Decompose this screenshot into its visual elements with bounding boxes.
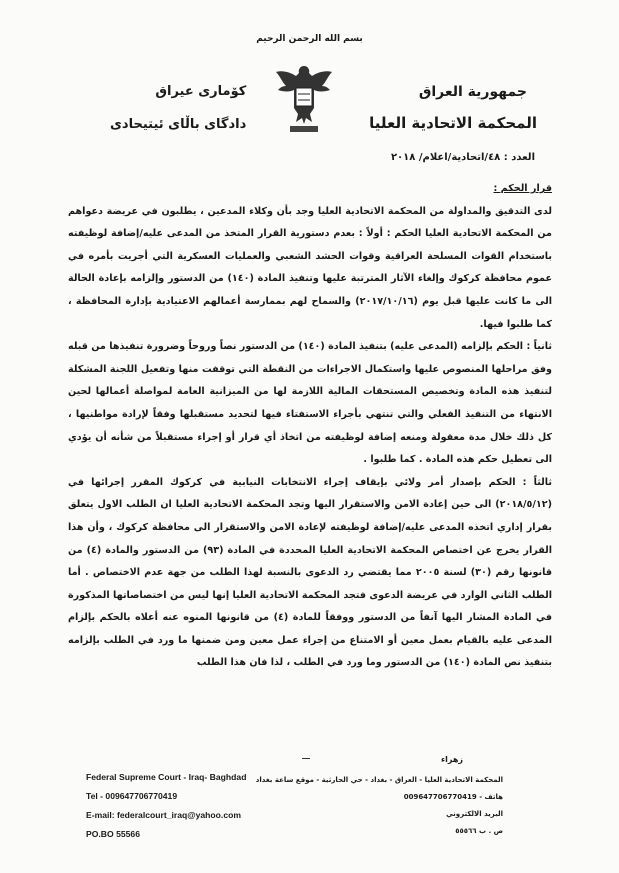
- signature-name: زهراء: [441, 755, 463, 764]
- document-number: العدد : ٤٨/اتحادية/اعلام/ ٢٠١٨: [390, 152, 535, 163]
- footer-address-ar: المحكمة الاتحادية العليا - العراق - بغداد - حي الحارثية - موقع ساعة بغداد: [255, 776, 503, 784]
- court-name-kurdish: دادگای باڵای ئیتیحادی: [110, 117, 247, 132]
- footer-po-box: PO.BO 55566: [86, 829, 140, 839]
- footer-phone-ar: هاتف - 009647706770419: [403, 793, 503, 801]
- header-left: [110, 84, 246, 132]
- paragraph-second: ثانياً : الحكم بإلزامه (المدعى عليه) بتنفيذ المادة (١٤٠) من الدستور نصاً وروحاً وضرورة تنفيذها من قبله وفق مراحلها المنصوص عليها واستكمال الاجراءات من النقطة التي توقفت منها وتفعيل اللجنة المشكلة لتنفيذ هذه المادة وتخصيص المستحقات المالية اللازمة لها من الميزانية العامة لمواصلة أعمالها لحين الانتهاء من التنفيذ الفعلي والتي تنتهي بأجراء الاستفتاء فيها لتحديد مستقبلها وفقاً لإرادة مواطنيها ، كل ذلك خلال مدة معقولة ومنعه إضافة لوظيفته من اتخاذ أي قرار أو إجراء مستقبلاً من شأنه أن يؤدي الى تعطيل حكم هذه المادة . كما طلبوا .: [68, 341, 552, 466]
- judgment-body: [68, 178, 552, 675]
- footer-court-name: Federal Supreme Court - Iraq- Baghdad: [86, 772, 247, 782]
- header-right: [369, 84, 537, 132]
- paragraph-third: ثالثاً : الحكم بإصدار أمر ولائي بإيقاف إجراء الانتخابات النيابية في كركوك المقرر إجرائها في (٢٠١٨/٥/١٢) الى حين إعادة الامن والاستقرار اليها وتجد المحكمة الاتحادية العليا ان الطلب الاول يتعلق بقرار إداري اتخذه المدعى عليه/إضافة لوظيفته لإعادة الامن والاستقرار الى محافظة كركوك ، وأن هذا القرار يخرج عن اختصاص المحكمة الاتحادية العليا المحددة في المادة (٩٣) من الدستور والمادة (٤) من قانونها رقم (٣٠) لسنة ٢٠٠٥ مما يقتضي رد الدعوى بالنسبة لهذا الطلب من جهة عدم الاختصاص . أما الطلب الثاني الوارد في عريضة الدعوى فتجد المحكمة الاتحادية العليا إنها ليس من اختصاصاتها المذكورة في المادة المشار اليها آنفاً من الدستور ووفقاً للمادة (٤) من قانونها المنوه عنه أعلاه بالحكم بإلزام المدعى عليه بالقيام بعمل معين أو الامتناع من إجراء عمل معين ومن ضمنها ما ورد في الطلب بإلزامه بتنفيذ نص المادة (١٤٠) من الدستور وما ورد في الطلب ، لذا فان هذا الطلب: [68, 476, 552, 669]
- footer-po-box-ar: ص . ب ٥٥٥٦٦: [455, 827, 503, 835]
- paragraph-first: لدى التدقيق والمداولة من المحكمة الاتحادية العليا وجد بأن وكلاء المدعين ، يطلبون في عريضة دعواهم من المحكمة الاتحادية العليا الحكم : أولاً : بعدم دستورية القرار المتخذ من المدعى عليه/إضافة لوظيفته باستخدام القوات المسلحة العراقية وقوات الحشد الشعبي والعمليات العسكرية التي أجريت بأمره في عموم محافظة كركوك وإلغاء الآثار المترتبة عليها وتنفيذ المادة (١٤٠) من الدستور وإلزامه بإعادة الحالة الى ما كانت عليها قبل يوم (٢٠١٧/١٠/١٦) والسماح لهم بممارسة أعمالهم الاعتيادية بإدارة المحافظة ، كما طلبوا فيها.: [68, 205, 552, 330]
- footer-contact-english: [86, 768, 246, 844]
- country-name-kurdish: كۆماری عیراق: [155, 84, 247, 99]
- court-name: المحكمة الاتحادية العليا: [369, 114, 537, 132]
- footer-phone: Tel - 009647706770419: [86, 791, 178, 801]
- basmala: بسم الله الرحمن الرحيم: [256, 34, 363, 44]
- country-name: جمهورية العراق: [418, 84, 527, 100]
- footer-email-ar: البريد الالكتروني: [446, 810, 503, 818]
- footer-rule: [302, 758, 310, 759]
- judgment-heading: قرار الحكم :: [493, 183, 552, 194]
- footer-email: E-mail: federalcourt_iraq@yahoo.com: [86, 810, 241, 820]
- footer-contact-arabic: [256, 772, 503, 840]
- iraq-eagle-emblem: [272, 58, 336, 138]
